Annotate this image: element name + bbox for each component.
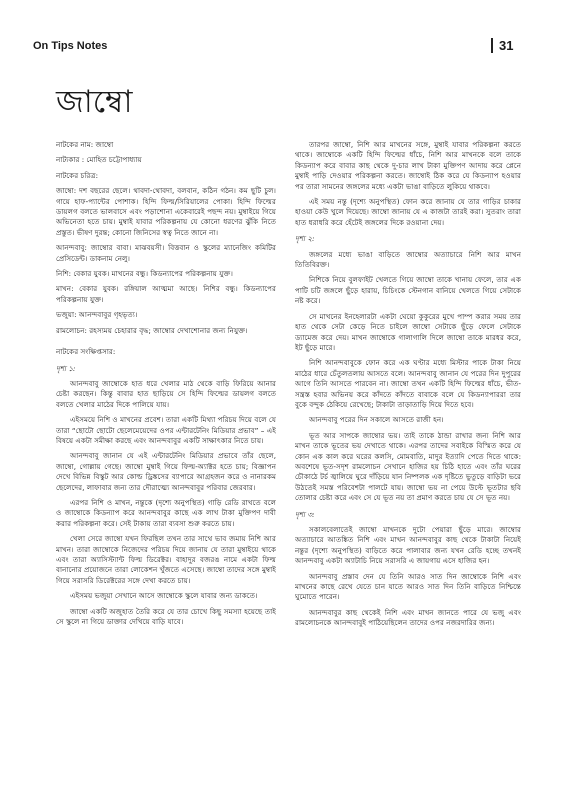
character-jambo: জাম্বো: দশ বছরের ছেলে। থাবদা-থোবদা, বলবান, কঠিন গঠন। কম ছুটি চুল। গায়ে হাফ-প্যান্টের পোশাক। হিন্দি ফিল্ম/সিরিয়ালের পোকা। হিন্দি ফিল্মের ডায়লগ বলতে ভালবাসে এবং পড়াশোনা একেবারেই পছন্দ নয়। মুম্বাইয়ে গিয়ে অভিনেতা হতে চায়। মুম্বাই যাবার পরিকল্পনায় যে কোনো ধরণের ঝুঁকি নিতে প্রস্তুত। ভীষণ দুরন্ত; কোনো জিনিসের স্বত্ব নিতে জানে না। [56, 186, 276, 237]
paragraph: তারপর জাম্বো, নিশি আর মাখনের সঙ্গে, মুম্বাই যাবার পরিকল্পনা করতে থাকে। জাম্বোকে একটি হিন্দি ফিল্মের ধাঁচে, নিশি আর মাখনকে বলে তাকে কিডন্যাপ করে বাবার কাছ থেকে দু-চার লাখ টাকা মুক্তিপণ আদায় করে প্লেনে মুম্বাই পাড়ি দেওয়ার পরিকল্পনা করতে। জাম্বোই ঠিক করে যে কিডন্যাপ হওয়ার পর তারা সামনের জঙ্গলের মধ্যে একটা ভাঙা বাড়িতে লুকিয়ে থাকবে। [295, 140, 521, 191]
paragraph: জাম্বো একটি অজুহাত তৈরি করে যে তার চোখে কিছু সমস্যা হয়েছে তাই সে স্কুলে না গিয়ে ডাক্তার দেখিয়ে বাড়ি যাবে। [56, 606, 276, 627]
running-header: On Tips Notes [33, 40, 108, 52]
header-divider [491, 38, 493, 53]
paragraph: এই সময় নন্তু (দৃশ্যে অনুপস্থিত) ফোন করে জানায় যে তার গাড়ির চাকার হাওয়া কেউ খুলে দিয়েছে। জাম্বো জানায় যে এ কাজটা তারই করা। সুতরাং তারা হাত ধরাধরি করে হেঁটেই জঙ্গলের দিকে রওয়ানা দেয়। [295, 197, 521, 227]
page-title: জাম্বো [56, 84, 133, 120]
character-anandababu: আনন্দবাবু: জাম্বোর বাবা। মাঝবয়সী। বিত্তবান ও স্কুলের ম্যানেজিং কমিটির প্রেসিডেন্ট। ডাকনাম নেলু। [56, 243, 276, 263]
character-makhan: মাখন: বেকার যুবক। রঙ্গিয়াল আত্মমা আছে। নিশির বন্ধু। কিডন্যাপের পরিকল্পনায় যুক্ত। [56, 284, 276, 304]
paragraph: নিশি আনন্দবাবুকে ফোন করে এক ঘণ্টার মধ্যে মিস্টার পাকে টাকা নিয়ে মাঠের ধারে চেঁতুলতলায় আসতে বলে। আনন্দবাবু জানান যে পরের দিন দুপুরের আগে তিনি আসতে পারবেন না। জাম্বো তখন একটি হিন্দি ফিল্মের ধাঁচে, ভীত-সন্ত্রস্ত হবার অভিনয় করে কাঁদতে কাঁদতে বাবাকে বলে যে কিডন্যাপাররা তার বুকে বন্দুক ঠেকিয়ে রেখেছে; টাকাটা তাড়াতাড়ি দিয়ে দিতে হবে। [295, 358, 521, 409]
scene-2-heading: দৃশ্য ২: [295, 234, 315, 244]
page-number: 31 [499, 38, 514, 53]
scene-1-heading: দৃশ্য ১: [56, 363, 76, 373]
right-column [295, 140, 521, 760]
paragraph: জঙ্গলের মধ্যে ভাঙা বাড়িতে জাম্বোর অত্যাচারে নিশি আর মাখন তিতিবিরক্ত। [295, 249, 521, 270]
paragraph: ভূত আর সাপকে জাম্বোর ভয়। তাই তাকে ঠান্ডা রাখার জন্য নিশি আর মাখন তাকে ভূতের ভয় দেখাতে থাকে। এরপর তাদের সবাইকে বিস্মিত করে যে কোন এক কাল করে ঘরের কলসি, মোমবাতি, মাদুর ইত্যাদি পেতে দিতে থাকে: অবশেষে ভূত-সদৃশ রামলোচন সেখানে হাজির হয় চিঠি হাতে এবং তাঁর ঘরের চৌকাঠে টর্চ জ্বালিয়ে ঘুরে দাঁড়িয়ে যান নিষ্পলক এক দৃষ্টিতে ভুতুড়ে বাড়িটা ভরে উঠতেই সমস্ত পরিবেশটা পালটে যায়। জাম্বো ভয় না পেয়ে উল্টে ভূতটার ছবি তোলার চেষ্টা করে এবং সে যে ভূত নয় তা প্রমাণ করতে চায় যে সে ভূত নয়। [295, 430, 521, 503]
character-ramlochan: রামলোচন: রহস্যময় চেহারার বৃদ্ধ; জাম্বোর দেখাশোনার জন্য নিযুক্ত। [56, 325, 248, 335]
characters-heading: নাটকের চরিত্র: [56, 170, 99, 180]
paragraph: খেলা সেরে জাম্বো যখন ফিরছিল তখন তার সাথে ভাব জমায় নিশি আর মাখন। তারা জাম্বোকে নিজেদের পরিচয় দিয়ে জানায় যে তারা মুম্বাইয়ে থাকে এবং তারা অ্যাসিস্ট্যান্ট ফিল্ম ডিরেক্টর। বাহাদুর বজরঙ নামে একটা ফিল্ম বানানোর প্রয়োজনে তারা লোকেশন খুঁজতে এসেছে। জাম্বো তাদের সঙ্গে মুম্বাই গিয়ে সরাসরি ডিরেক্টরের সঙ্গে দেখা করতে চায়। [56, 534, 276, 585]
paragraph: আনন্দবাবু জানান যে এই এন্টারটেনিং মিডিয়ার প্রভাবে তাঁর ছেলে, জাম্বো, গোল্লায় গেছে। জাম্বো মুম্বাই গিয়ে ফিল্ম-অ্যাক্টর হতে চায়; বিজ্ঞাপন দেখে বিভিন্ন বিস্কুট আর কোল্ড ড্রিঙ্কসের ব্যাপারে আগ্রহজন করে ও নানারকম ছেলেদের, লাফাবার জন্য তার দৌরাত্ম্যে আনন্দবাবুর পরিবার জেরবার। [56, 451, 276, 492]
paragraph: এইসময়ে নিশি ও মাখনের প্রবেশ। তারা একটি মিথ্যা পরিচয় দিয়ে বলে যে তারা “ছোটো ছোটো ছেলেমেয়েদের ওপর এন্টারটেনিং মিডিয়ার প্রভাব” – এই বিষয়ে একটা সমীক্ষা করছে এবং আনন্দবাবুর একটি সাক্ষাৎকার নিতে চায়। [56, 415, 276, 445]
character-bhajua: ভজুয়া: আনন্দবাবুর গৃহভৃত্য। [56, 310, 138, 320]
summary-heading: নাটকের সংক্ষিপ্তসার: [56, 347, 116, 357]
playwright: নাট্যকার : মোহিত চট্টোপাধ্যায় [56, 155, 142, 165]
scene-3-heading: দৃশ্য ৩: [295, 509, 315, 519]
character-nishi: নিশি: বেকার যুবক। মাখনের বন্ধু। কিডন্যাপের পরিকল্পনায় যুক্ত। [56, 269, 233, 279]
play-name: নাটকের নাম: জাম্বো [56, 140, 114, 149]
paragraph: আনন্দবাবু প্রস্তাব দেন যে তিনি আরও সাত দিন জাম্বোকে নিশি এবং মাখনের কাছে রেখে যেতে চান যাতে আরও সাত দিন তিনি বাড়িতে নিশ্চিন্তে ঘুমোতে পারেন। [295, 571, 521, 602]
paragraph: এরপর নিশি ও মাখন, নন্তুকে (দৃশ্যে অনুপস্থিত) গাড়ি রেডি রাখতে বলে ও জাম্বোকে কিডন্যাপ করে আনন্দবাবুর কাছে এক লাখ টাকা মুক্তিপণ দাবী করার পরিকল্পনা করে। সেই টাকায় তারা ব্যবসা শুরু করতে চায়। [56, 497, 276, 528]
paragraph: এইসময় ভজুয়া সেখানে আসে জাম্বোকে স্কুলে যাবার জন্য ডাকতে। [70, 591, 258, 601]
paragraph: সকালবেলাতেই জাম্বো মাখনকে দুটো পেয়ারা ছুঁড়ে মারে। জাম্বোর অত্যাচারে আতঙ্কিত নিশি এবং মাখন আনন্দবাবুর কাছ থেকে টাকাটা নিয়েই নন্তুর (দৃশ্যে অনুপস্থিত) বাড়িতে করে পালাবার জন্য যখন রেডি হচ্ছে তখনই আনন্দবাবু একটা অ্যাটাচি নিয়ে সরাসরি এ জায়গায় এসে হাজির হন। [295, 525, 521, 566]
paragraph: আনন্দবাবু পরের দিন সকালে আসতে রাজী হন। [309, 415, 444, 425]
paragraph: আনন্দবাবুর কাছ থেকেই নিশি এবং মাখন জানতে পারে যে ভজু এবং রামলোচনকে আনন্দবাবুই পাঠিয়েছিলেন তাদের ওপর নজরদারির জন্য। [295, 607, 521, 628]
paragraph: নিশিকে নিয়ে বুলফাইট খেলতে গিয়ে জাম্বো তাকে খানায় ফেলে, তার এক পাটি চটি জঙ্গলে ছুঁড়ে হারায়, চিচিংকে স্টেনগান বানিয়ে খেলতে গিয়ে সেটাকে নষ্ট করে। [295, 275, 521, 306]
paragraph: সে মাখনের ইনহেলারটা একটা ঘেয়ো কুকুরের মুখে পাম্প করার সময় তার হাত থেকে সেটা কেড়ে নিতে চাইলে জাম্বো সেটাকে ছুঁড়ে ফেলে সেটাকে ড্যামেজ করে দেয়। মাখন জাম্বোকে গালাগালি দিলে জাম্বো তাকে মারধর করে, ইট ছুঁড়ে মারে। [295, 311, 521, 352]
paragraph: আনন্দবাবু জাম্বোকে হাত ধরে খেলার মাঠ থেকে বাড়ি ফিরিয়ে আনার চেষ্টা করছেন। কিন্তু বাবার হাত ছাড়িয়ে সে হিন্দি ফিল্মের ডায়লগ বলতে বলতে খেলার মাঠের দিকে পালিয়ে যায়। [56, 378, 276, 409]
left-column [56, 140, 276, 760]
